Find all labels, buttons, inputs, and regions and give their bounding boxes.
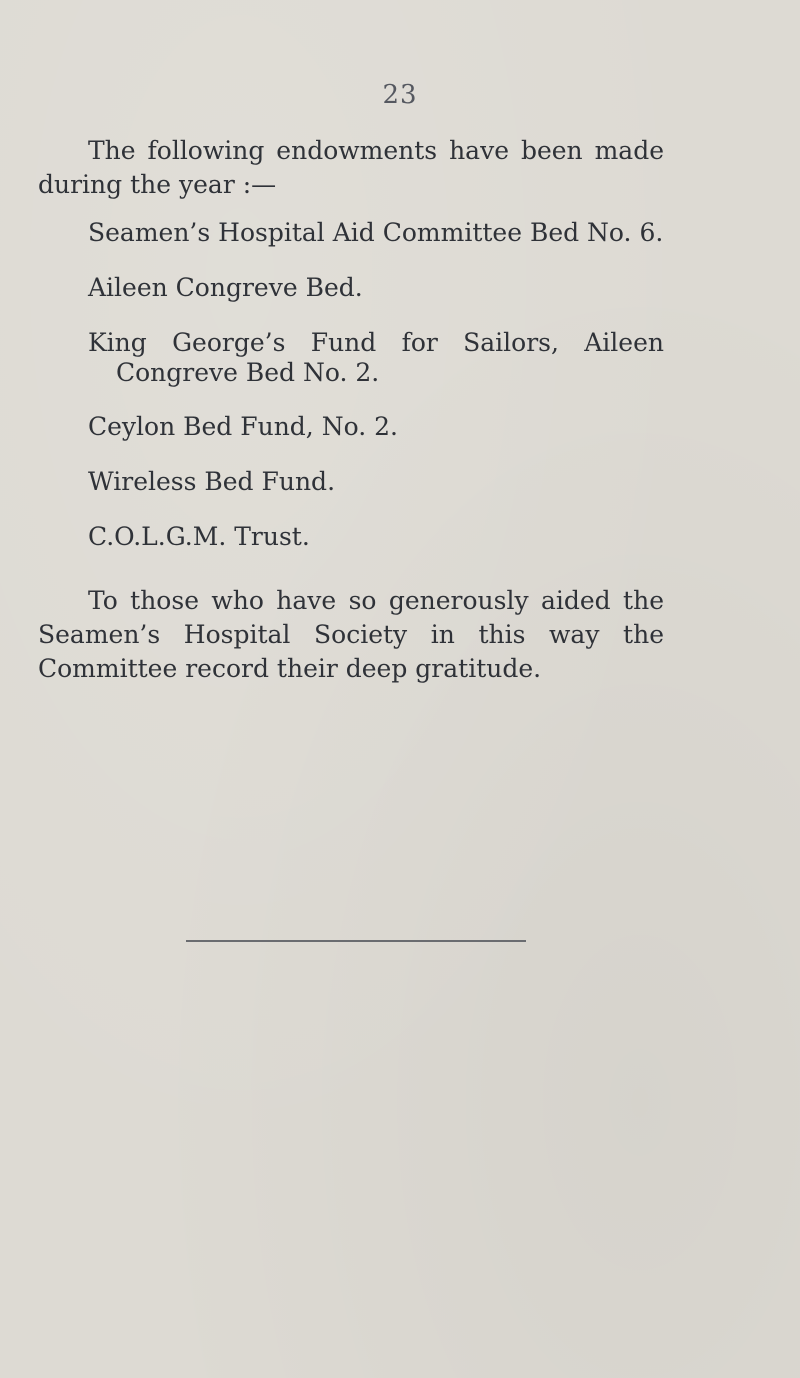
endowment-item: Aileen Congreve Bed. [88,273,363,302]
endowment-item: Seamen’s Hospital Aid Committee Bed No. 6. [88,218,664,247]
page-number: 23 [382,80,418,110]
endowment-item: Ceylon Bed Fund, No. 2. [88,412,398,441]
endowment-item: Wireless Bed Fund. [88,467,336,496]
intro-paragraph: The following endowments have been made during the year :— [38,136,664,199]
endowment-list [88,218,664,552]
section-divider [186,940,526,942]
endowment-item: King George’s Fund for Sailors, Aileen Congreve Bed No. 2. [88,328,664,387]
closing-paragraph: To those who have so generously aided the Seamen’s Hospital Society in this way the Committee record their deep gratitude. [38,586,664,683]
endowment-item: C.O.L.G.M. Trust. [88,522,310,551]
